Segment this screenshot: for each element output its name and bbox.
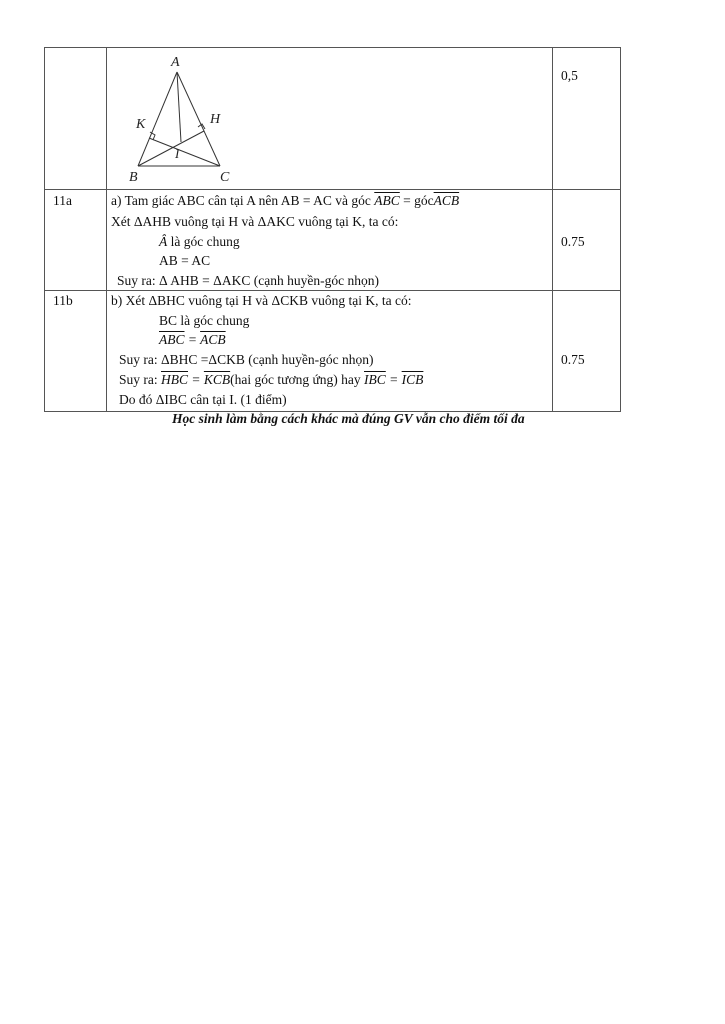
table-border-right <box>620 47 621 412</box>
answer-line <box>159 233 240 251</box>
math-angle: $\overline{ACB}$ <box>433 193 460 208</box>
question-id: 11a <box>53 193 72 208</box>
triangle-figure <box>126 52 256 187</box>
answer-line: Do đó ΔIBC cân tại I. (1 điểm) <box>119 392 287 407</box>
table-col-divider <box>106 47 107 412</box>
text-segment: là góc chung <box>167 234 240 249</box>
math-equals: = <box>385 372 402 387</box>
math-symbol: Â <box>159 234 168 249</box>
answer-line <box>119 371 423 389</box>
math-equals: = <box>188 372 204 387</box>
point-label-k: K <box>136 117 146 132</box>
text-segment: = góc <box>399 193 434 208</box>
question-id: 11b <box>53 293 73 308</box>
point-label-h: H <box>210 112 221 127</box>
math-angle: $\overline{HBC}$ <box>161 372 188 387</box>
math-equals: = <box>184 332 201 347</box>
math-angle: $\overline{ABC}$ <box>374 193 400 208</box>
point-label-c: C <box>220 170 230 185</box>
answer-line: Xét ΔAHB vuông tại H và ΔAKC vuông tại K, ta có: <box>111 214 399 229</box>
answer-line: AB = AC <box>159 253 211 268</box>
table-border-left <box>44 47 45 412</box>
math-angle: $\overline{ABC}$ <box>159 332 185 347</box>
text-segment: (hai góc tương ứng) hay <box>230 372 365 387</box>
table-border-top <box>44 47 621 48</box>
table-row-divider <box>44 189 621 190</box>
answer-line: BC là góc chung <box>159 313 250 328</box>
point-label-i: I <box>175 146 180 161</box>
answer-line: Suy ra: ΔBHC =ΔCKB (cạnh huyền-góc nhọn) <box>119 352 374 367</box>
point-label-a: A <box>171 55 180 70</box>
answer-line: b) Xét ΔBHC vuông tại H và ΔCKB vuông tại K, ta có: <box>111 293 412 308</box>
score-cell: 0.75 <box>561 352 585 367</box>
answer-line: Suy ra: Δ AHB = ΔAKC (cạnh huyền-góc nhọn) <box>117 273 379 288</box>
score-cell: 0,5 <box>561 68 578 83</box>
point-label-b: B <box>129 170 138 185</box>
answer-line <box>159 331 226 349</box>
math-angle: $\overline{KCB}$ <box>203 372 231 387</box>
text-segment: Suy ra: <box>119 372 161 387</box>
grading-note: Học sinh làm bằng cách khác mà đúng GV vẫn cho điểm tối đa <box>172 411 525 426</box>
table-row-divider <box>44 290 621 291</box>
math-angle: $\overline{ICB}$ <box>401 372 424 387</box>
table-col-divider <box>552 47 553 412</box>
math-angle: $\overline{ACB}$ <box>200 332 226 347</box>
answer-line <box>111 192 459 210</box>
text-segment: a) Tam giác ABC cân tại A nên AB = AC và góc <box>111 193 375 208</box>
score-cell: 0.75 <box>561 234 585 249</box>
math-angle: $\overline{IBC}$ <box>364 372 386 387</box>
